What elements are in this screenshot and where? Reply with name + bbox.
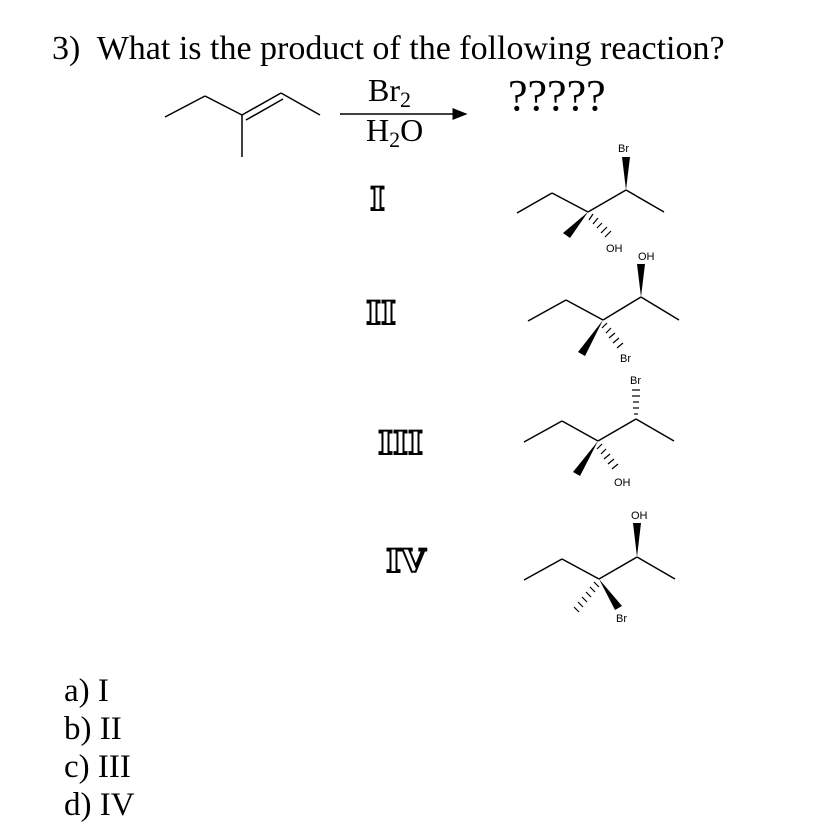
option-i-bottom-atom: OH bbox=[606, 243, 623, 255]
option-iii-top-atom: Br bbox=[630, 375, 641, 387]
choice-d[interactable]: d) IV bbox=[64, 787, 135, 823]
reagent-water: $H_2O$ bbox=[366, 112, 424, 152]
question-number: 3) bbox=[52, 30, 81, 67]
option-i-structure bbox=[517, 143, 664, 255]
option-ii-structure bbox=[528, 251, 679, 365]
option-iii-bottom-atom: OH bbox=[614, 477, 631, 489]
option-iv-top-atom: OH bbox=[631, 510, 648, 522]
option-label-iv: IV bbox=[386, 542, 426, 580]
reagent-bromine: $Br_2$ bbox=[368, 72, 411, 112]
option-label-ii: II bbox=[366, 294, 396, 332]
choice-b[interactable]: b) II bbox=[64, 711, 122, 747]
choice-a[interactable]: a) I bbox=[64, 673, 109, 709]
option-i-top-atom: Br bbox=[618, 143, 629, 155]
option-iv-bottom-atom: Br bbox=[616, 613, 627, 625]
option-label-iii: III bbox=[378, 424, 423, 462]
option-ii-top-atom: OH bbox=[638, 251, 655, 263]
option-iv-structure bbox=[524, 510, 675, 625]
option-ii-bottom-atom: Br bbox=[620, 353, 631, 365]
option-iii-structure bbox=[524, 375, 674, 489]
starting-alkene-structure bbox=[165, 93, 320, 157]
choice-c[interactable]: c) III bbox=[64, 749, 131, 785]
answer-choices bbox=[64, 672, 135, 824]
unknown-product: ????? bbox=[508, 71, 606, 120]
option-label-i: I bbox=[370, 180, 385, 218]
question-prompt: What is the product of the following reaction? bbox=[96, 30, 725, 67]
